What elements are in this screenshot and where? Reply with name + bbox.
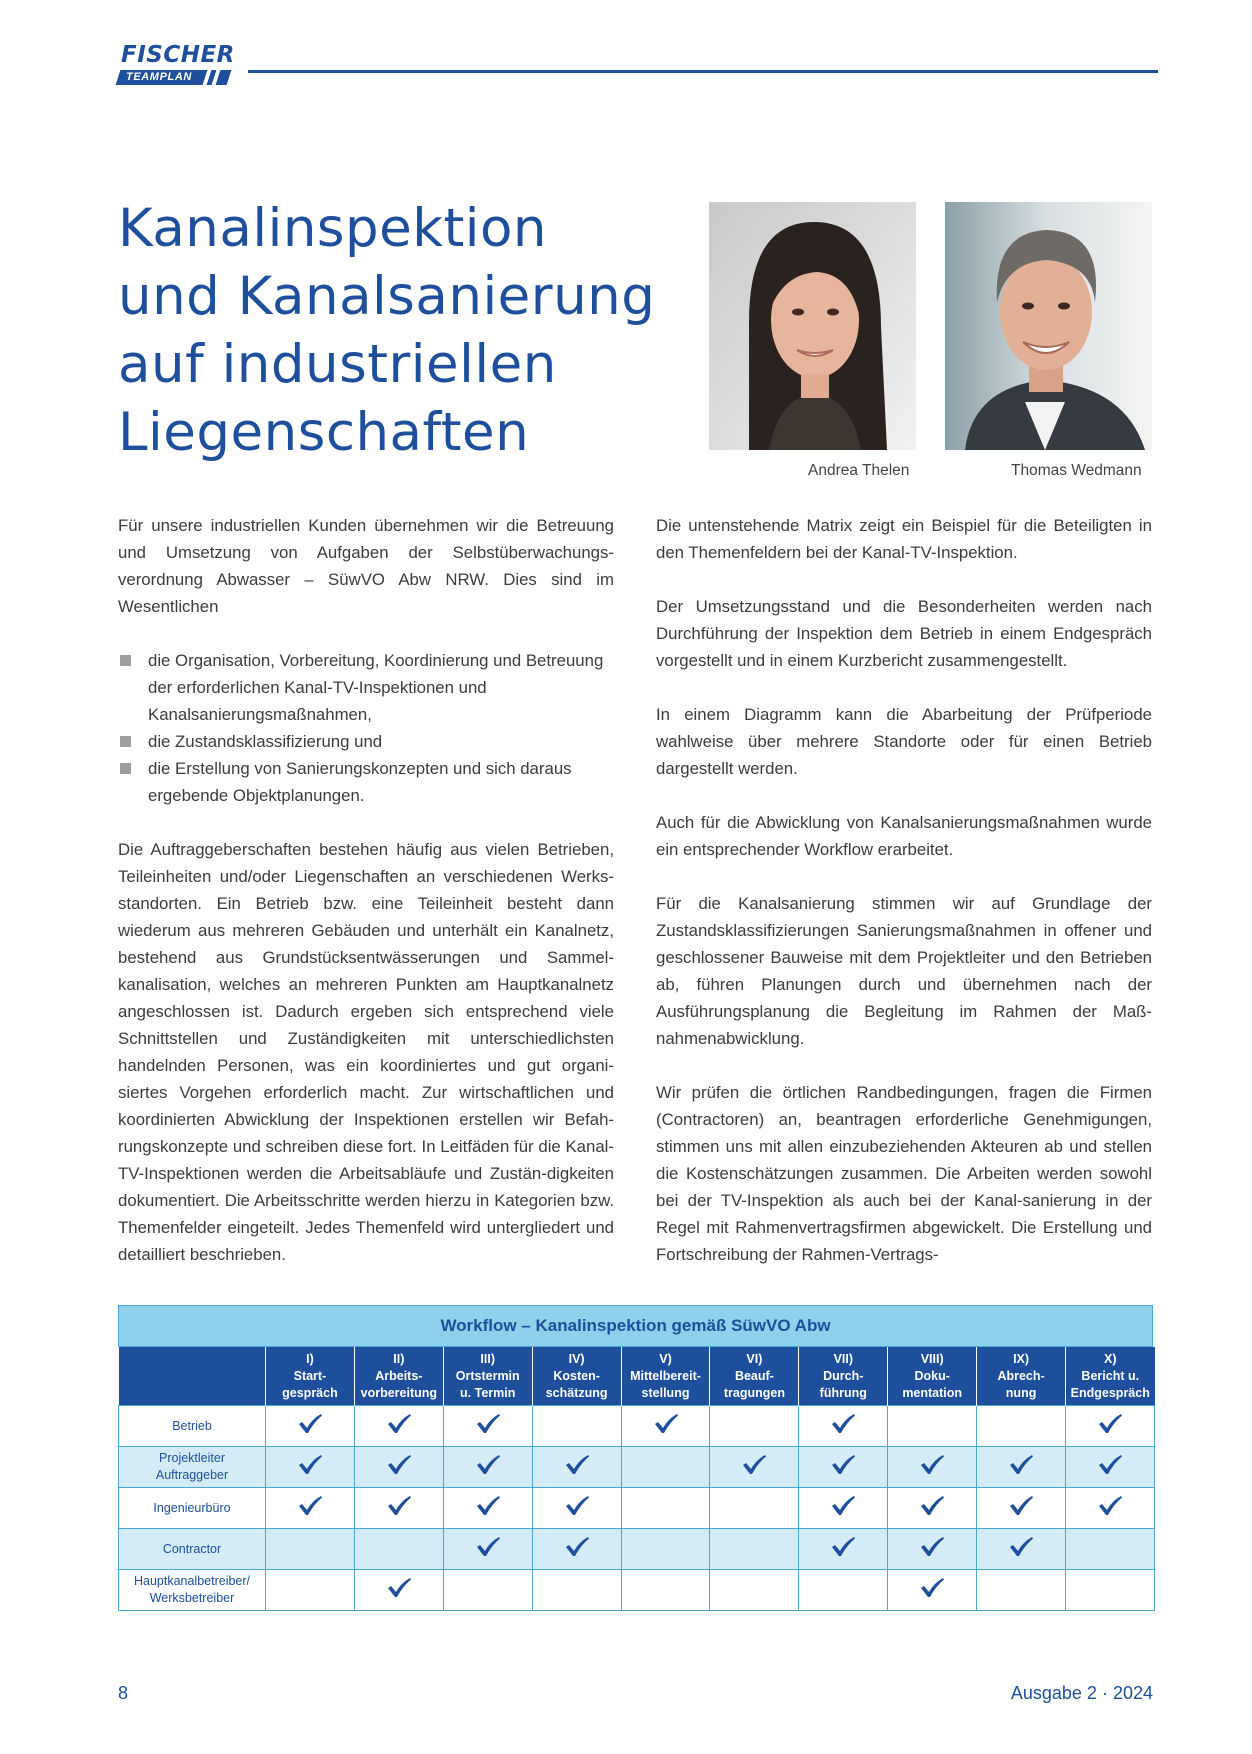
checkmark-icon [919, 1454, 945, 1476]
checkmark-icon [830, 1536, 856, 1558]
list-item-text: die Erstellung von Sanierungskonzepten und sich daraus ergebende Objektplanungen. [148, 759, 572, 805]
matrix-cell [888, 1447, 977, 1488]
matrix-cell [266, 1488, 355, 1529]
table-row [119, 1447, 1155, 1488]
checkmark-icon [1097, 1413, 1123, 1435]
matrix-cell [443, 1406, 532, 1447]
list-item [118, 728, 614, 755]
column-header-line: VIII) [920, 1351, 944, 1366]
checkmark-icon [475, 1413, 501, 1435]
paragraph: Der Umsetzungsstand und die Besonderheiten werden nach Durchführung der Inspektion dem Betrieb in einem Endgespräch vorgestellt und in einem Kurzbericht zusammengestellt. [656, 597, 1152, 670]
list-item [118, 647, 614, 728]
matrix-cell [266, 1447, 355, 1488]
column-header-line: Mittelbereit- [630, 1368, 701, 1383]
bullet-square-icon [120, 655, 131, 666]
photo-caption: Andrea Thelen [808, 462, 910, 479]
matrix-cell [1066, 1447, 1155, 1488]
column-header [710, 1347, 799, 1406]
title-line: Liegenschaften [118, 402, 530, 463]
matrix-cell [266, 1570, 355, 1611]
row-label [119, 1570, 266, 1611]
bullet-list [118, 647, 614, 809]
checkmark-icon [830, 1454, 856, 1476]
checkmark-icon [564, 1495, 590, 1517]
matrix-cell [710, 1488, 799, 1529]
matrix-cell [1066, 1406, 1155, 1447]
right-text-column [656, 512, 1152, 1268]
row-label-line: Projektleiter [159, 1451, 225, 1465]
matrix-cell [532, 1406, 621, 1447]
header-corner [119, 1347, 266, 1406]
paragraph: Die Auftraggeberschaften bestehen häufig aus vielen Betrieben, Teileinheiten und/oder Liegenschaften an verschiedenen Werks-standorten. Ein Betrieb bzw. eine Teileinheit besteht dann wiederum aus mehreren Gebäuden und unterhält ein Kanalnetz, bestehend aus Grundstücksentwässerungen und Sammel-kanalisation, welches an mehreren Punkten am Hauptkanalnetz angeschlossen ist. Dadurch ergeben sich entsprechend viele Schnittstellen und Zuständigkeiten mit unterschiedlichsten handelnden Personen, was ein koordiniertes und gut organi-siertes Vorgehen erforderlich macht. Zur wirtschaftlichen und koordinierten Abwicklung der Inspektionen erstellen wir Befah-rungskonzepte und schreiben diese fort. In Leitfäden für die Kanal-TV-Inspektionen werden die Arbeitsabläufe und Zustän-digkeiten dokumentiert. Die Arbeitsschritte werden hierzu in Kategorien bzw. Themenfelder eingeteilt. Jedes Themenfeld wird untergliedert und detailliert beschrieben. [118, 840, 614, 1264]
row-label [119, 1488, 266, 1529]
title-line: und Kanalsanierung [118, 266, 656, 327]
title-line: Kanalinspektion [118, 198, 547, 259]
row-label [119, 1447, 266, 1488]
header-rule [248, 70, 1158, 73]
issue-label: Ausgabe 2 · 2024 [1010, 1683, 1153, 1703]
matrix-cell [977, 1529, 1066, 1570]
column-header-line: V) [659, 1351, 672, 1366]
matrix-cell [532, 1447, 621, 1488]
column-header-line: Doku- [914, 1368, 950, 1383]
page-number: 8 [118, 1683, 129, 1703]
paragraph: Die untenstehende Matrix zeigt ein Beispiel für die Beteiligten in den Themenfeldern bei der Kanal-TV-Inspektion. [656, 516, 1152, 562]
row-label [119, 1406, 266, 1447]
column-header-line: gespräch [282, 1385, 338, 1400]
matrix-cell [443, 1529, 532, 1570]
table-row [119, 1570, 1155, 1611]
column-header [888, 1347, 977, 1406]
paragraph: Für die Kanalsanierung stimmen wir auf Grundlage der Zustandsklassifizierungen Sanierungsmaßnahmen in offener und geschlossener Bauweise mit dem Projektleiter und den Betrieben ab, führen Planungen durch und übernehmen nach der Ausführungsplanung die Begleitung im Rahmen der Maß-nahmenabwicklung. [656, 894, 1152, 1048]
column-header-line: führung [819, 1385, 867, 1400]
column-header-line: I) [306, 1351, 314, 1366]
page-title [118, 195, 718, 467]
column-header-line: Abrech- [997, 1368, 1045, 1383]
bullet-square-icon [120, 736, 131, 747]
column-header-line: mentation [902, 1385, 963, 1400]
matrix-cell [266, 1529, 355, 1570]
table-row [119, 1529, 1155, 1570]
column-header [621, 1347, 710, 1406]
column-header-line: u. Termin [460, 1385, 516, 1400]
table-row [119, 1406, 1155, 1447]
matrix-cell [532, 1488, 621, 1529]
matrix-cell [710, 1447, 799, 1488]
matrix-cell [977, 1488, 1066, 1529]
column-header-line: nung [1005, 1385, 1037, 1400]
row-label-line: Werksbetreiber [149, 1591, 235, 1605]
bullet-square-icon [120, 763, 131, 774]
row-label [119, 1529, 266, 1570]
matrix-cell [1066, 1488, 1155, 1529]
matrix-cell [1066, 1570, 1155, 1611]
paragraph: In einem Diagramm kann die Abarbeitung der Prüfperiode wahlweise über mehrere Standorte oder für einen Betrieb dargestellt werden. [656, 705, 1152, 778]
checkmark-icon [564, 1454, 590, 1476]
logo-subtext: TEAMPLAN [126, 71, 192, 83]
workflow-matrix [118, 1305, 1153, 1611]
matrix-cell [977, 1570, 1066, 1611]
checkmark-icon [919, 1577, 945, 1599]
column-header-line: II) [393, 1351, 405, 1366]
list-item-text: die Zustandsklassifizierung und [148, 732, 383, 751]
checkmark-icon [386, 1413, 412, 1435]
photo-caption: Thomas Wedmann [1011, 462, 1142, 479]
column-header-line: IV) [568, 1351, 585, 1366]
row-label-line: Contractor [162, 1541, 222, 1556]
checkmark-icon [1097, 1454, 1123, 1476]
column-header [266, 1347, 355, 1406]
matrix-cell [888, 1529, 977, 1570]
logo-wordmark: FISCHER [121, 42, 235, 68]
workflow-table [118, 1347, 1155, 1611]
list-item [118, 755, 614, 809]
portrait-woman-illustration [709, 202, 916, 450]
matrix-cell [710, 1529, 799, 1570]
checkmark-icon [1008, 1536, 1034, 1558]
matrix-cell [443, 1447, 532, 1488]
table-body [119, 1406, 1155, 1611]
matrix-cell [621, 1570, 710, 1611]
column-header-line: Start- [293, 1368, 327, 1383]
checkmark-icon [386, 1495, 412, 1517]
matrix-cell [266, 1406, 355, 1447]
column-header [532, 1347, 621, 1406]
column-header-line: schätzung [545, 1385, 608, 1400]
matrix-cell [977, 1447, 1066, 1488]
matrix-cell [354, 1488, 443, 1529]
row-label-line: Auftraggeber [155, 1468, 229, 1482]
column-header-line: Arbeits- [375, 1368, 423, 1383]
matrix-cell [799, 1488, 888, 1529]
paragraph: Wir prüfen die örtlichen Randbedingungen, fragen die Firmen (Contractoren) an, beantragen erforderliche Genehmigungen, stimmen uns mit allen einzubeziehenden Akteuren ab und stellen die Kostenschätzungen zusammen. Die Arbeiten werden sowohl bei der TV-Inspektion als auch bei der Kanal-sanierung in der Regel mit Rahmenvertragsfirmen abgewickelt. Die Erstellung und Fortschreibung der Rahmen-Vertrags- [656, 1083, 1152, 1264]
column-header-line: III) [480, 1351, 496, 1366]
matrix-cell [1066, 1529, 1155, 1570]
matrix-cell [621, 1406, 710, 1447]
matrix-cell [532, 1570, 621, 1611]
checkmark-icon [297, 1413, 323, 1435]
checkmark-icon [741, 1454, 767, 1476]
checkmark-icon [564, 1536, 590, 1558]
column-header-line: Ortstermin [455, 1368, 520, 1383]
column-header-line: Bericht u. [1081, 1368, 1140, 1383]
checkmark-icon [297, 1495, 323, 1517]
table-row [119, 1488, 1155, 1529]
checkmark-icon [475, 1536, 501, 1558]
checkmark-icon [1008, 1495, 1034, 1517]
matrix-cell [799, 1447, 888, 1488]
matrix-cell [621, 1529, 710, 1570]
portrait-photo-thomas-wedmann [945, 202, 1152, 450]
checkmark-icon [475, 1454, 501, 1476]
matrix-cell [532, 1529, 621, 1570]
column-header-line: VII) [833, 1351, 854, 1366]
matrix-cell [888, 1570, 977, 1611]
column-header-line: Endgespräch [1070, 1385, 1150, 1400]
matrix-cell [710, 1406, 799, 1447]
portrait-photo-andrea-thelen [709, 202, 916, 450]
matrix-cell [354, 1529, 443, 1570]
checkmark-icon [1008, 1454, 1034, 1476]
title-line: auf industriellen [118, 334, 557, 395]
matrix-cell [799, 1406, 888, 1447]
checkmark-icon [297, 1454, 323, 1476]
portrait-man-illustration [945, 202, 1152, 450]
matrix-cell [799, 1529, 888, 1570]
row-label-line: Hauptkanalbetreiber/ [133, 1574, 251, 1588]
matrix-cell [621, 1447, 710, 1488]
list-item-text: die Organisation, Vorbereitung, Koordinierung und Betreuung der erforderlichen Kanal-TV-Inspektionen und Kanalsanierungsmaßnahmen, [148, 651, 604, 724]
column-header-line: X) [1104, 1351, 1117, 1366]
column-header [443, 1347, 532, 1406]
checkmark-icon [1097, 1495, 1123, 1517]
matrix-cell [354, 1570, 443, 1611]
checkmark-icon [386, 1577, 412, 1599]
column-header [354, 1347, 443, 1406]
checkmark-icon [919, 1495, 945, 1517]
matrix-cell [977, 1406, 1066, 1447]
matrix-cell [621, 1488, 710, 1529]
column-header-line: tragungen [723, 1385, 785, 1400]
column-header [1066, 1347, 1155, 1406]
matrix-cell [888, 1406, 977, 1447]
checkmark-icon [653, 1413, 679, 1435]
matrix-cell [443, 1570, 532, 1611]
column-header-line: Durch- [823, 1368, 864, 1383]
checkmark-icon [919, 1536, 945, 1558]
matrix-cell [354, 1406, 443, 1447]
checkmark-icon [386, 1454, 412, 1476]
matrix-cell [888, 1488, 977, 1529]
column-header-line: Kosten- [553, 1368, 600, 1383]
row-label-line: Ingenieurbüro [153, 1500, 231, 1515]
table-header-row [119, 1347, 1155, 1406]
paragraph: Auch für die Abwicklung von Kanalsanierungsmaßnahmen wurde ein entsprechender Workflow erarbeitet. [656, 813, 1152, 859]
paragraph: Für unsere industriellen Kunden übernehmen wir die Betreuung und Umsetzung von Aufgaben der Selbstüberwachungs-verordnung Abwasser – SüwVO Abw NRW. Dies sind im Wesentlichen [118, 516, 614, 616]
checkmark-icon [475, 1495, 501, 1517]
left-text-column [118, 512, 614, 1268]
checkmark-icon [830, 1413, 856, 1435]
matrix-cell [710, 1570, 799, 1611]
row-label-line: Betrieb [172, 1418, 212, 1433]
matrix-cell [443, 1488, 532, 1529]
column-header-line: vorbereitung [360, 1385, 438, 1400]
matrix-cell [354, 1447, 443, 1488]
column-header [977, 1347, 1066, 1406]
column-header-line: IX) [1013, 1351, 1030, 1366]
column-header-line: VI) [746, 1351, 763, 1366]
matrix-cell [799, 1570, 888, 1611]
column-header [799, 1347, 888, 1406]
column-header-line: Beauf- [734, 1368, 774, 1383]
workflow-title: Workflow – Kanalinspektion gemäß SüwVO Abw [118, 1305, 1153, 1347]
checkmark-icon [830, 1495, 856, 1517]
column-header-line: stellung [641, 1385, 690, 1400]
